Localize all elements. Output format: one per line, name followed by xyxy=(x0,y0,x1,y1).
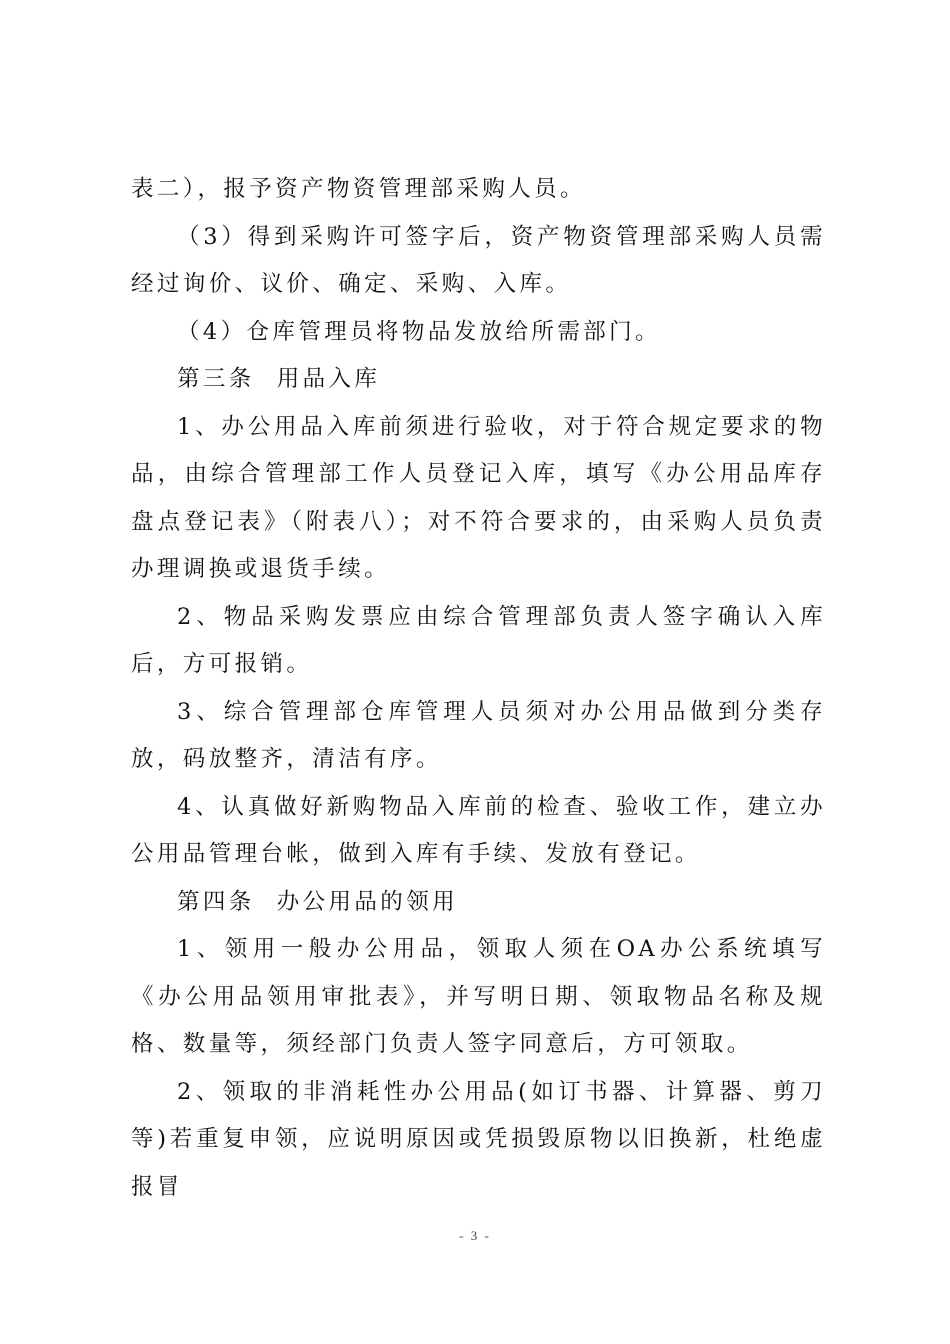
paragraph-storage-2: 2、物品采购发票应由综合管理部负责人签字确认入库后，方可报销。 xyxy=(131,603,826,677)
paragraph-requisition-2: 2、领取的非消耗性办公用品(如订书器、计算器、剪刀等)若重复申领，应说明原因或凭损毁原物以旧换新，杜绝虚报冒 xyxy=(131,1078,826,1200)
paragraph-storage-3: 3、综合管理部仓库管理人员须对办公用品做到分类存放，码放整齐，清洁有序。 xyxy=(131,698,826,772)
paragraph-step-3: （3）得到采购许可签字后，资产物资管理部采购人员需经过询价、议价、确定、采购、入库。 xyxy=(131,223,826,297)
paragraph-storage-1: 1、办公用品入库前须进行验收，对于符合规定要求的物品，由综合管理部工作人员登记入库，填写《办公用品库存盘点登记表》（附表八）；对不符合要求的，由采购人员负责办理调换或退货手续。 xyxy=(131,413,826,582)
section-heading-article-4 xyxy=(131,879,826,927)
page-number: - 3 - xyxy=(459,1228,491,1243)
document-body xyxy=(131,166,826,1211)
article-title: 用品入库 xyxy=(276,366,381,392)
paragraph-requisition-1: 1、领用一般办公用品，领取人须在OA办公系统填写《办公用品领用审批表》，并写明日期、领取物品名称及规格、数量等，须经部门负责人签字同意后，方可领取。 xyxy=(131,936,826,1057)
paragraph-continuation: 表二），报予资产物资管理部采购人员。 xyxy=(131,176,586,202)
article-title: 办公用品的领用 xyxy=(276,888,459,915)
paragraph-step-4: （4）仓库管理员将物品发放给所需部门。 xyxy=(177,318,661,345)
section-heading-article-3 xyxy=(131,356,826,404)
article-number: 第四条 xyxy=(177,888,255,915)
paragraph-storage-4: 4、认真做好新购物品入库前的检查、验收工作，建立办公用品管理台帐，做到入库有手续、发放有登记。 xyxy=(131,793,826,867)
article-number: 第三条 xyxy=(177,366,255,392)
